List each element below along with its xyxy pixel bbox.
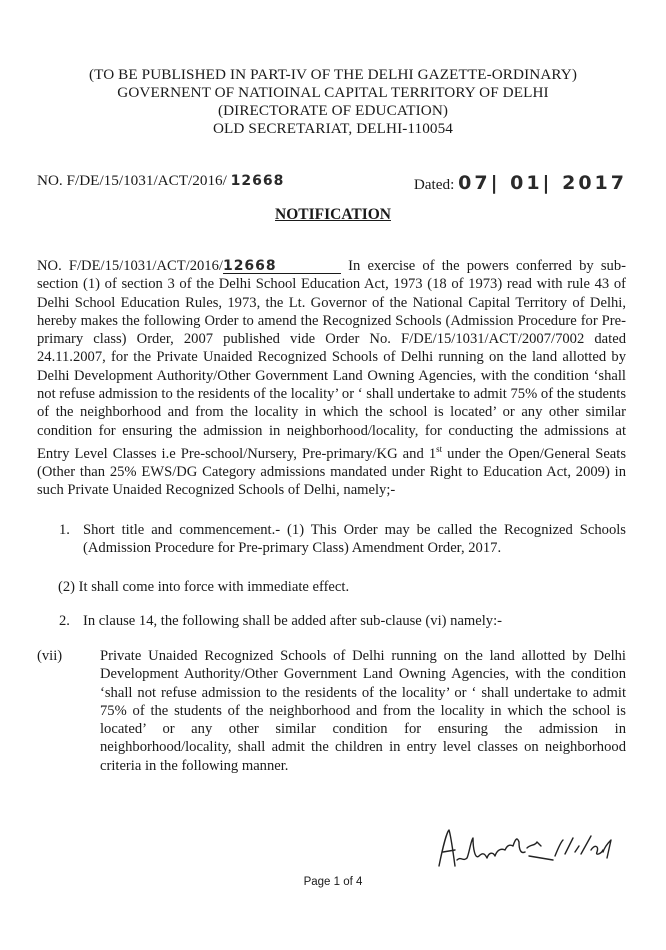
ordinal-number: 1: [428, 445, 437, 462]
gazette-header: [0, 66, 666, 138]
clause-number: 1.: [59, 522, 70, 538]
sub-clause-2: (2) It shall come into force with immediate effect.: [58, 579, 350, 595]
preamble-text: In exercise of the powers conferred by sub-section (1) of section 3 of the Delhi School Education Act, 1973 (18 of 1973) read with rule 43 of Delhi School Education Rules, 1973, the Lt. Governor of the National Capital Territory of Delhi, hereby makes the following Order to amend the Recognized Schools (Admission Procedure for Pre-primary class) Order, 2007 published vide Order No. F/DE/15/1031/ACT/2007/7002 dated 24.11.2007, for the Private Unaided Recognized Schools of Delhi running on the land allotted by Delhi Development Authority/Other Government Land Owning Agencies, with the condition ‘shall not refuse admission to the residents of the locality’ or ‘ shall undertake to admit 75% of the students of the neighborhood and from the locality in which the school is located’ or any other similar condition for ensuring the admission in neighborhood/locality, for conducting the admissions at Entry Level Classes i.e Pre-school/Nursery, Pre-primary/KG and: [37, 258, 627, 462]
clause-number: 2.: [59, 613, 70, 629]
reference-number-handwritten: 12668: [230, 173, 285, 189]
body-number-blank: [223, 259, 341, 274]
sub-clause-vii-text: Private Unaided Recognized Schools of Delhi running on the land allotted by Delhi Development Authority/Other Government Land Owning Agencies, with the condition ‘shall not refuse admission to the residents of the locality’ or ‘ shall undertake to admit 75% of the students of the neighborhood and from the locality in which the school is located’ or any other similar condition for ensuring the admission in neighborhood/locality, shall admit the children in entry level classes on neighborhood criteria in the following manner.: [100, 648, 626, 774]
header-line-3: (DIRECTORATE OF EDUCATION): [217, 102, 449, 119]
header-line-1: (TO BE PUBLISHED IN PART-IV OF THE DELHI GAZETTE-ORDINARY): [88, 66, 578, 83]
reference-number: [37, 172, 284, 190]
header-line-2: GOVERNENT OF NATIOINAL CAPITAL TERRITORY OF DELHI: [117, 84, 549, 101]
clause-text: In clause 14, the following shall be added after sub-clause (vi) namely:-: [83, 613, 503, 629]
preamble-text-continued: under the Open/General Seats (Other than 25% EWS/DG Category admissions mandated under Right to Education Act, 2009) in such Private Unaided Recognized Schools of Delhi, namely;-: [37, 445, 627, 499]
body-number-prefix: NO. F/DE/15/1031/ACT/2016/: [37, 258, 223, 274]
body-number-handwritten: 12668: [222, 258, 277, 274]
sub-clause-vii-number: (vii): [37, 648, 63, 664]
date-handwritten: 07| 01| 2017: [458, 172, 627, 194]
dated-label: Dated:: [413, 176, 455, 193]
ordinal-suffix: st: [436, 443, 443, 454]
page-footer: [0, 876, 666, 888]
signature: [433, 826, 613, 872]
notification-title: NOTIFICATION: [275, 206, 391, 223]
header-line-4: OLD SECRETARIAT, DELHI-110054: [212, 120, 453, 137]
reference-date: [414, 172, 627, 194]
preamble-paragraph: [37, 257, 626, 500]
page-number: Page 1 of 4: [303, 876, 363, 888]
reference-number-prefix: NO. F/DE/15/1031/ACT/2016/: [37, 172, 227, 189]
clause-text: Short title and commencement.- (1) This Order may be called the Recognized Schools (Admission Procedure for Pre-primary Class) Amendment Order, 2017.: [83, 522, 626, 557]
